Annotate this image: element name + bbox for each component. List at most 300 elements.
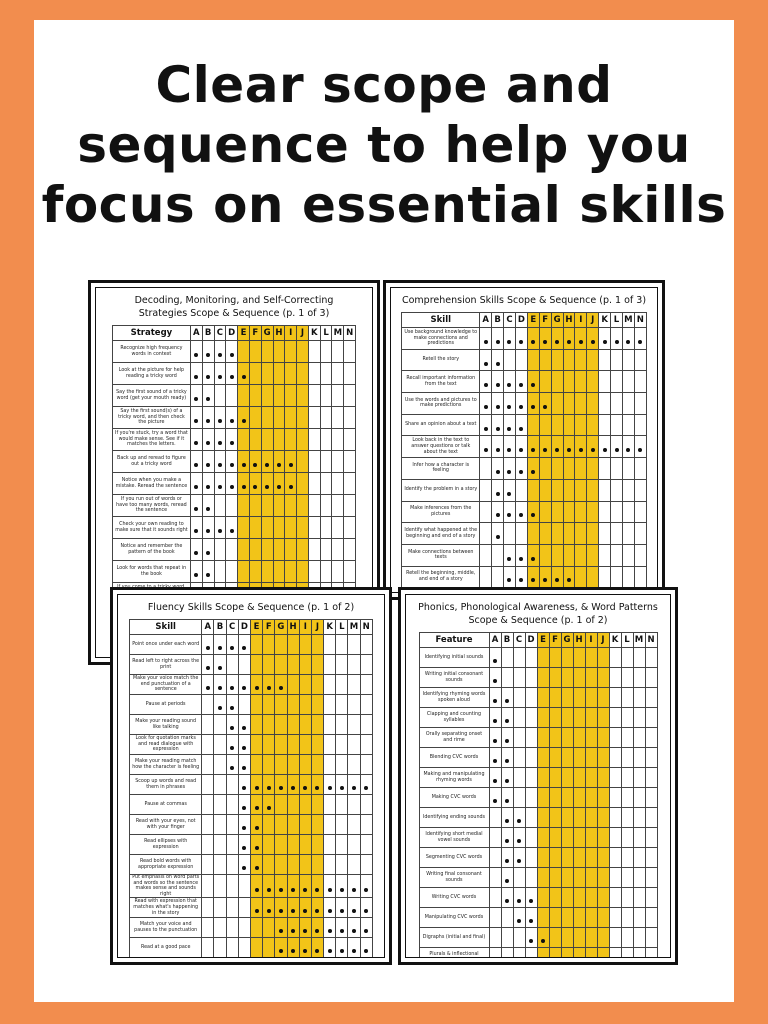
level-cell [549, 728, 561, 748]
sheet-title [406, 595, 670, 632]
skill-cell: Pause at periods [130, 695, 202, 715]
level-cell [238, 429, 250, 451]
level-cell [634, 371, 646, 393]
level-cell [527, 393, 539, 415]
level-cell [551, 371, 563, 393]
level-cell [287, 655, 299, 675]
level-cell [360, 875, 372, 898]
level-cell [344, 561, 356, 583]
level-cell [214, 855, 226, 875]
level-cell [585, 948, 597, 959]
level-cell [332, 561, 344, 583]
table-row [130, 675, 373, 695]
level-cell [226, 815, 238, 835]
level-cell [515, 328, 527, 350]
dot-marker [218, 419, 222, 423]
level-cell [190, 561, 202, 583]
level-cell [348, 855, 360, 875]
level-cell [611, 523, 623, 545]
level-cell [336, 918, 348, 938]
level-cell [563, 566, 575, 588]
column-header-level: A [190, 326, 202, 341]
level-cell [332, 385, 344, 407]
level-cell [226, 755, 238, 775]
level-cell [275, 755, 287, 775]
column-header-level: N [634, 313, 646, 328]
level-cell [609, 808, 621, 828]
dot-marker [277, 485, 281, 489]
level-cell [633, 828, 645, 848]
level-cell [504, 458, 516, 480]
level-cell [214, 815, 226, 835]
dot-marker [352, 888, 356, 892]
level-cell [585, 688, 597, 708]
level-cell [515, 349, 527, 371]
level-cell [563, 523, 575, 545]
dot-marker [230, 419, 234, 423]
level-cell [609, 848, 621, 868]
level-cell [549, 748, 561, 768]
level-cell [275, 898, 287, 918]
level-cell [273, 429, 285, 451]
level-cell [297, 495, 309, 517]
level-cell [311, 695, 323, 715]
level-cell [537, 808, 549, 828]
level-cell [202, 561, 214, 583]
skill-cell: Identifying rhyming words spoken aloud [419, 688, 489, 708]
level-cell [633, 928, 645, 948]
level-cell [561, 768, 573, 788]
level-cell [575, 523, 587, 545]
level-cell [226, 855, 238, 875]
level-cell [611, 544, 623, 566]
dot-marker [529, 899, 533, 903]
level-cell [336, 675, 348, 695]
table-row [402, 566, 646, 588]
level-cell [297, 341, 309, 363]
level-cell [297, 517, 309, 539]
level-cell [238, 835, 250, 855]
level-cell [324, 715, 336, 735]
level-cell [250, 795, 262, 815]
level-cell [645, 728, 657, 748]
skill-cell: Read with expression that matches what's happening in the story [130, 898, 202, 918]
level-cell [587, 393, 599, 415]
level-cell [226, 407, 238, 429]
dot-marker [315, 909, 319, 913]
level-cell [238, 655, 250, 675]
level-cell [249, 539, 261, 561]
level-cell [575, 544, 587, 566]
dot-marker [555, 578, 559, 582]
level-cell [348, 938, 360, 958]
dot-marker [242, 846, 246, 850]
level-cell [622, 436, 634, 458]
dot-marker [531, 405, 535, 409]
level-cell [332, 451, 344, 473]
level-cell [599, 393, 611, 415]
level-cell [563, 349, 575, 371]
level-cell [634, 544, 646, 566]
level-cell [599, 566, 611, 588]
level-cell [273, 341, 285, 363]
dot-marker [496, 470, 500, 474]
level-cell [250, 675, 262, 695]
dot-marker [291, 888, 295, 892]
level-cell [609, 928, 621, 948]
dot-marker [340, 929, 344, 933]
level-cell [202, 473, 214, 495]
level-cell [299, 635, 311, 655]
level-cell [226, 635, 238, 655]
level-cell [609, 868, 621, 888]
column-header-level: D [226, 326, 238, 341]
level-cell [249, 407, 261, 429]
level-cell [501, 948, 513, 959]
dot-marker [507, 492, 511, 496]
level-cell [238, 451, 250, 473]
skill-cell: Making CVC words [419, 788, 489, 808]
column-header-level: M [348, 620, 360, 635]
level-cell [311, 918, 323, 938]
level-cell [489, 748, 501, 768]
level-cell [226, 835, 238, 855]
column-header-level: I [299, 620, 311, 635]
level-cell [261, 451, 273, 473]
level-cell [336, 815, 348, 835]
dot-marker [303, 929, 307, 933]
level-cell [360, 635, 372, 655]
level-cell [214, 341, 226, 363]
level-cell [332, 495, 344, 517]
level-cell [214, 363, 226, 385]
level-cell [311, 655, 323, 675]
dot-marker [505, 859, 509, 863]
level-cell [202, 815, 214, 835]
dot-marker [206, 573, 210, 577]
level-cell [480, 479, 492, 501]
level-cell [324, 775, 336, 795]
level-cell [336, 855, 348, 875]
table-header-row [112, 326, 355, 341]
dot-marker [255, 909, 259, 913]
level-cell [551, 479, 563, 501]
level-cell [621, 888, 633, 908]
level-cell [238, 539, 250, 561]
level-cell [633, 848, 645, 868]
level-cell [261, 539, 273, 561]
level-cell [190, 341, 202, 363]
level-cell [599, 436, 611, 458]
level-cell [645, 648, 657, 668]
dot-marker [543, 405, 547, 409]
dot-marker [603, 448, 607, 452]
level-cell [563, 414, 575, 436]
level-cell [238, 675, 250, 695]
dot-marker [255, 888, 259, 892]
level-cell [597, 688, 609, 708]
level-cell [513, 888, 525, 908]
level-cell [311, 635, 323, 655]
dot-marker [364, 786, 368, 790]
skill-cell: Share an opinion about a text [402, 414, 480, 436]
column-header-skill: Strategy [112, 326, 190, 341]
table-row [419, 828, 657, 848]
level-cell [573, 908, 585, 928]
level-cell [504, 544, 516, 566]
level-cell [297, 363, 309, 385]
level-cell [539, 436, 551, 458]
level-cell [585, 728, 597, 748]
dot-marker [218, 375, 222, 379]
level-cell [525, 748, 537, 768]
dot-marker [484, 427, 488, 431]
level-cell [299, 795, 311, 815]
level-cell [202, 407, 214, 429]
level-cell [285, 385, 297, 407]
level-cell [597, 928, 609, 948]
level-cell [587, 371, 599, 393]
level-cell [492, 393, 504, 415]
level-cell [320, 539, 332, 561]
level-cell [561, 868, 573, 888]
level-cell [621, 808, 633, 828]
level-cell [226, 429, 238, 451]
level-cell [202, 918, 214, 938]
level-cell [489, 888, 501, 908]
skill-cell: Infer how a character is feeling [402, 458, 480, 480]
dot-marker [555, 448, 559, 452]
level-cell [261, 561, 273, 583]
level-cell [263, 898, 275, 918]
dot-marker [194, 507, 198, 511]
level-cell [226, 561, 238, 583]
level-cell [573, 668, 585, 688]
level-cell [360, 898, 372, 918]
level-cell [573, 808, 585, 828]
level-cell [344, 495, 356, 517]
level-cell [585, 748, 597, 768]
level-cell [287, 695, 299, 715]
level-cell [226, 938, 238, 958]
dot-marker [194, 485, 198, 489]
headline [0, 55, 768, 235]
level-cell [525, 828, 537, 848]
level-cell [238, 855, 250, 875]
level-cell [551, 349, 563, 371]
sheet-title-line: Scope & Sequence (p. 1 of 2) [468, 615, 608, 626]
level-cell [622, 544, 634, 566]
level-cell [360, 835, 372, 855]
level-cell [549, 868, 561, 888]
column-header-level: L [336, 620, 348, 635]
level-cell [573, 788, 585, 808]
level-cell [609, 788, 621, 808]
level-cell [537, 948, 549, 959]
level-cell [585, 648, 597, 668]
level-cell [622, 393, 634, 415]
dot-marker [519, 578, 523, 582]
dot-marker [505, 779, 509, 783]
dot-marker [493, 779, 497, 783]
level-cell [575, 566, 587, 588]
level-cell [299, 775, 311, 795]
dot-marker [218, 706, 222, 710]
level-cell [348, 775, 360, 795]
dot-marker [484, 405, 488, 409]
level-cell [250, 835, 262, 855]
dot-marker [496, 535, 500, 539]
dot-marker [242, 746, 246, 750]
level-cell [275, 918, 287, 938]
level-cell [551, 328, 563, 350]
level-cell [261, 473, 273, 495]
level-cell [645, 768, 657, 788]
level-cell [202, 855, 214, 875]
level-cell [645, 828, 657, 848]
level-cell [527, 501, 539, 523]
level-cell [501, 708, 513, 728]
level-cell [539, 523, 551, 545]
dot-marker [328, 786, 332, 790]
level-cell [238, 755, 250, 775]
dot-marker [626, 448, 630, 452]
level-cell [515, 544, 527, 566]
level-cell [480, 436, 492, 458]
level-cell [190, 429, 202, 451]
level-cell [214, 875, 226, 898]
level-cell [561, 728, 573, 748]
dot-marker [242, 726, 246, 730]
dot-marker [206, 441, 210, 445]
level-cell [609, 888, 621, 908]
level-cell [609, 708, 621, 728]
dot-marker [493, 739, 497, 743]
level-cell [308, 517, 320, 539]
level-cell [621, 848, 633, 868]
dot-marker [505, 759, 509, 763]
level-cell [549, 668, 561, 688]
level-cell [551, 566, 563, 588]
level-cell [621, 908, 633, 928]
level-cell [238, 385, 250, 407]
skill-cell: Recognize high frequency words in context [112, 341, 190, 363]
skill-cell: Make your reading sound like talking [130, 715, 202, 735]
dot-marker [279, 909, 283, 913]
level-cell [633, 688, 645, 708]
level-cell [549, 928, 561, 948]
level-cell [275, 835, 287, 855]
level-cell [336, 835, 348, 855]
column-header-level: K [324, 620, 336, 635]
level-cell [273, 539, 285, 561]
table-row [419, 868, 657, 888]
dot-marker [507, 513, 511, 517]
table-row [419, 808, 657, 828]
dot-marker [567, 448, 571, 452]
level-cell [634, 479, 646, 501]
level-cell [633, 788, 645, 808]
level-cell [515, 393, 527, 415]
column-header-level: L [320, 326, 332, 341]
column-header-level: A [202, 620, 214, 635]
dot-marker [517, 859, 521, 863]
level-cell [537, 928, 549, 948]
skill-cell: Orally separating onset and rime [419, 728, 489, 748]
level-cell [489, 688, 501, 708]
level-cell [573, 928, 585, 948]
level-cell [537, 828, 549, 848]
dot-marker [206, 375, 210, 379]
level-cell [489, 708, 501, 728]
level-cell [597, 668, 609, 688]
dot-marker [289, 463, 293, 467]
level-cell [344, 385, 356, 407]
level-cell [489, 768, 501, 788]
level-cell [563, 371, 575, 393]
dot-marker [519, 405, 523, 409]
dot-marker [206, 551, 210, 555]
level-cell [226, 451, 238, 473]
column-header-level: D [515, 313, 527, 328]
level-cell [324, 675, 336, 695]
table-row [130, 898, 373, 918]
level-cell [492, 566, 504, 588]
dot-marker [496, 383, 500, 387]
level-cell [287, 938, 299, 958]
level-cell [287, 635, 299, 655]
skill-cell: Make inferences from the pictures [402, 501, 480, 523]
dot-marker [315, 949, 319, 953]
level-cell [263, 695, 275, 715]
scope-table [401, 312, 646, 593]
level-cell [573, 708, 585, 728]
dot-marker [291, 949, 295, 953]
level-cell [621, 748, 633, 768]
level-cell [214, 715, 226, 735]
level-cell [480, 371, 492, 393]
level-cell [332, 473, 344, 495]
level-cell [621, 788, 633, 808]
level-cell [202, 755, 214, 775]
level-cell [525, 868, 537, 888]
table-row [402, 501, 646, 523]
sheet-inner-border [117, 594, 385, 958]
level-cell [190, 539, 202, 561]
level-cell [597, 868, 609, 888]
level-cell [537, 728, 549, 748]
level-cell [202, 695, 214, 715]
level-cell [551, 414, 563, 436]
dot-marker [291, 909, 295, 913]
level-cell [492, 479, 504, 501]
level-cell [214, 938, 226, 958]
level-cell [360, 715, 372, 735]
level-cell [348, 695, 360, 715]
skill-cell: Read left to right across the print [130, 655, 202, 675]
level-cell [611, 349, 623, 371]
level-cell [344, 539, 356, 561]
level-cell [587, 566, 599, 588]
skill-cell: Put emphasis on word parts and words so the sentence makes sense and sounds right [130, 875, 202, 898]
dot-marker [496, 340, 500, 344]
level-cell [611, 328, 623, 350]
skill-cell: Retell the beginning, middle, and end of a story [402, 566, 480, 588]
level-cell [320, 363, 332, 385]
dot-marker [194, 463, 198, 467]
level-cell [504, 371, 516, 393]
table-row [112, 473, 355, 495]
